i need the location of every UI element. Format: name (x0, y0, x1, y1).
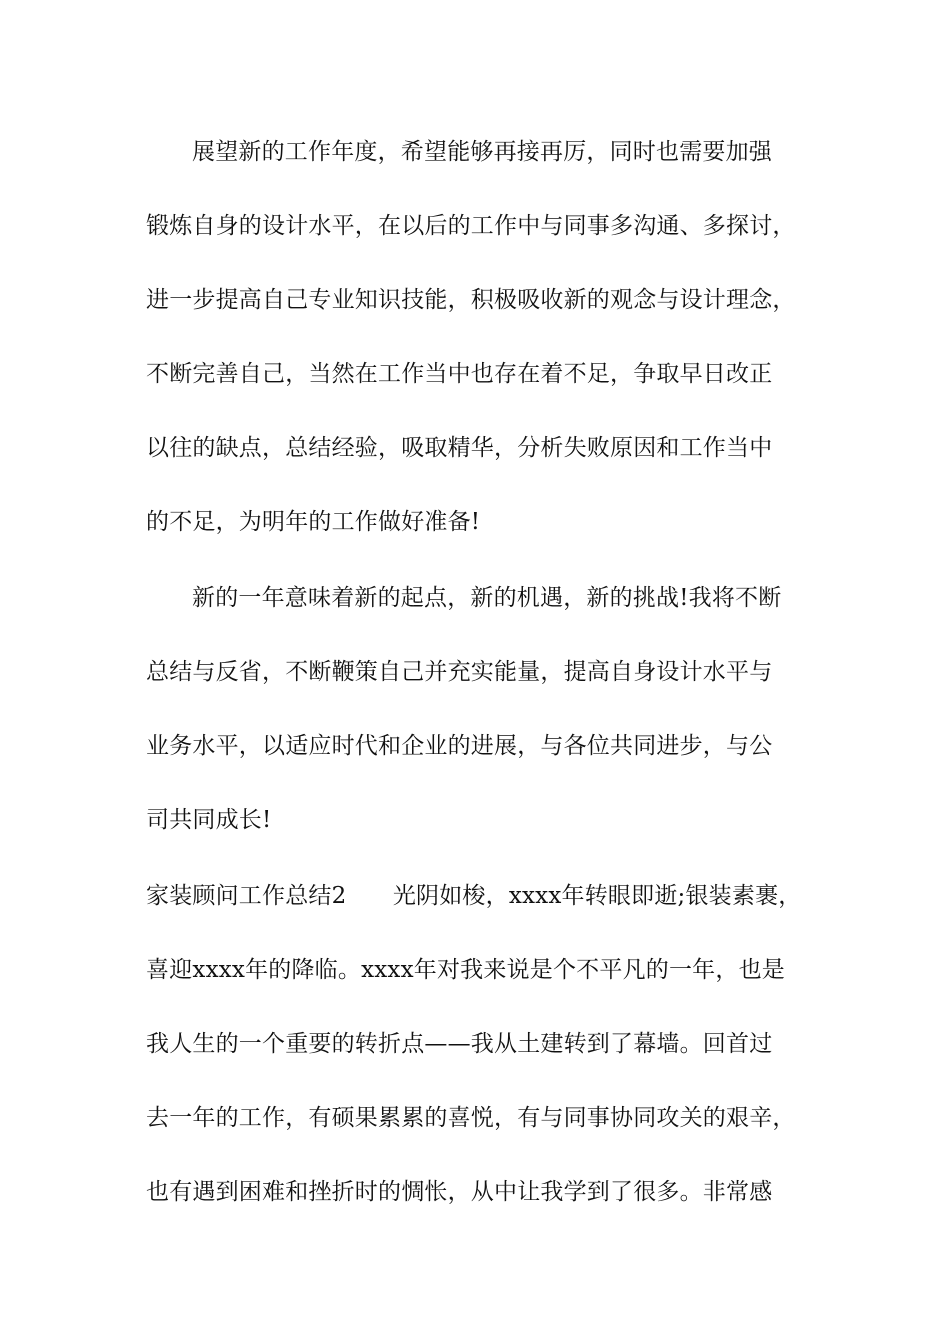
paragraph-line: 的不足，为明年的工作做好准备! (146, 509, 481, 535)
paragraph-line: 也有遇到困难和挫折时的惆怅，从中让我学到了很多。非常感 (146, 1179, 773, 1205)
paragraph-line: 锻炼自身的设计水平，在以后的工作中与同事多沟通、多探讨， (146, 213, 796, 239)
paragraph-line: 展望新的工作年度，希望能够再接再厉，同时也需要加强 (192, 139, 772, 165)
paragraph-line: 新的一年意味着新的起点，新的机遇，新的挑战!我将不断 (192, 585, 782, 611)
paragraph-line: 我人生的一个重要的转折点——我从土建转到了幕墙。回首过 (146, 1031, 773, 1057)
paragraph-line: 以往的缺点，总结经验，吸取精华，分析失败原因和工作当中 (146, 435, 773, 461)
paragraph-line: 不断完善自己，当然在工作当中也存在着不足，争取早日改正 (146, 361, 773, 387)
paragraph-line: 喜迎xxxx年的降临。xxxx年对我来说是个不平凡的一年，也是 (146, 957, 785, 983)
paragraph-line: 去一年的工作，有硕果累累的喜悦，有与同事协同攻关的艰辛， (146, 1105, 796, 1131)
paragraph-line: 业务水平，以适应时代和企业的进展，与各位共同进步，与公 (146, 733, 773, 759)
paragraph-line: 司共同成长! (146, 807, 272, 833)
paragraph-line: 总结与反省，不断鞭策自己并充实能量，提高自身设计水平与 (146, 659, 773, 685)
section-heading-line: 家装顾问工作总结2 光阴如梭，xxxx年转眼即逝;银装素裹， (146, 883, 802, 909)
paragraph-line: 进一步提高自己专业知识技能，积极吸收新的观念与设计理念， (146, 287, 796, 313)
